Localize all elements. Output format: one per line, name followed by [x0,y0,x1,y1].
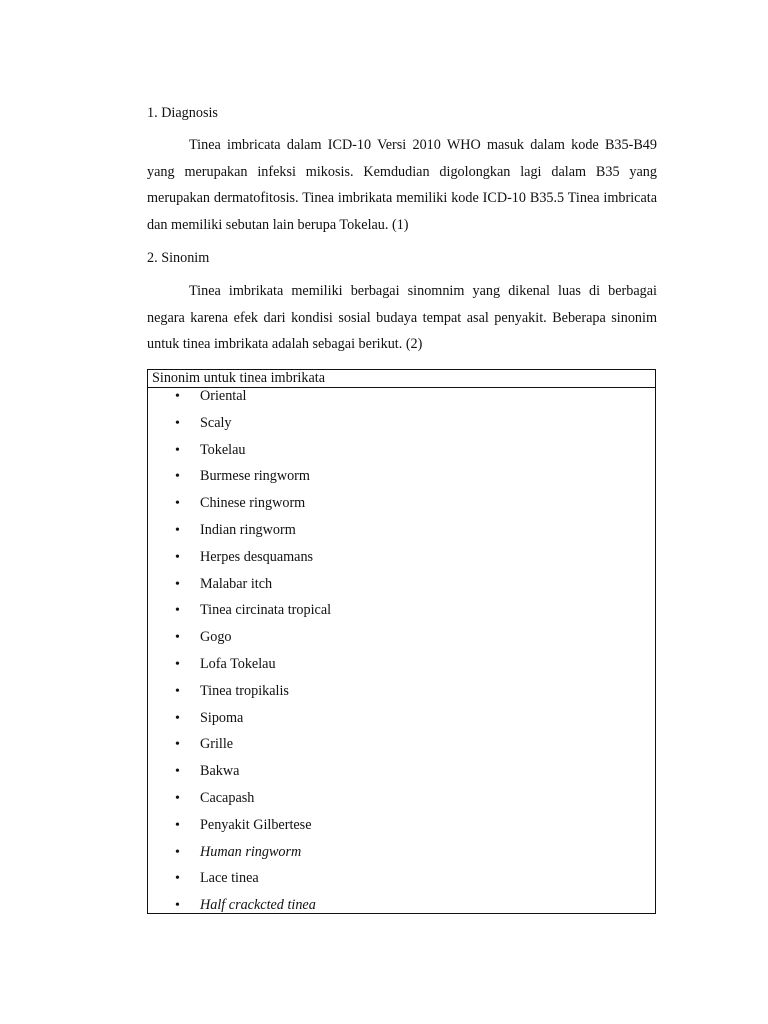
synonym-text: Herpes desquamans [200,548,314,565]
paragraph-sinonim: Tinea imbrikata memiliki berbagai sinomnim yang dikenal luas di berbagai negara karena efek dari kondisi sosial budaya tempat asal penyakit. Beberapa sinonim untuk tinea imbrikata adalah sebagai berikut. (2) [147,283,657,352]
list-item [148,468,655,495]
list-item [148,897,655,924]
bullet-icon: • [175,764,180,780]
synonym-text: Lace tinea [200,870,259,887]
list-item [148,629,655,656]
list-item [148,549,655,576]
bullet-icon: • [175,710,180,726]
list-item [148,522,655,549]
synonym-text: Grille [200,736,234,753]
list-item [148,495,655,522]
bullet-icon: • [175,656,180,672]
bullet-icon: • [175,469,180,485]
synonym-text: Scaly [200,414,232,431]
list-item [148,602,655,629]
bullet-icon: • [175,496,180,512]
bullet-icon: • [175,790,180,806]
synonym-text: Tinea circinata tropical [200,602,332,619]
list-item [148,870,655,897]
list-item [148,817,655,844]
bullet-icon: • [175,415,180,431]
synonym-text: Indian ringworm [200,521,296,538]
synonym-text: Sipoma [200,709,244,726]
bullet-icon: • [175,442,180,458]
list-item [148,388,655,415]
list-item [148,710,655,737]
synonym-list [148,388,655,924]
bullet-icon: • [175,549,180,565]
synonym-text: Tokelau [200,441,246,458]
bullet-icon: • [175,898,180,914]
section-heading-sinonim: 2. Sinonim [147,250,210,266]
synonym-text: Bakwa [200,763,240,780]
bullet-icon: • [175,683,180,699]
paragraph-diagnosis: Tinea imbricata dalam ICD-10 Versi 2010 WHO masuk dalam kode B35-B49 yang merupakan infeksi mikosis. Kemdudian digolongkan lagi dalam B35 yang merupakan dermatofitosis. Tinea imbrikata memiliki kode ICD-10 B35.5 Tinea imbricata dan memiliki sebutan lain berupa Tokelau. (1) [147,137,657,233]
list-item [148,763,655,790]
bullet-icon: • [175,603,180,619]
synonym-text: Malabar itch [200,575,273,592]
synonym-text: Human ringworm [200,843,302,860]
synonym-text: Lofa Tokelau [200,655,276,672]
synonym-text: Tinea tropikalis [200,682,289,699]
synonym-text: Oriental [200,388,247,404]
bullet-icon: • [175,630,180,646]
bullet-icon: • [175,522,180,538]
synonym-table-header: Sinonim untuk tinea imbrikata [148,370,655,388]
bullet-icon: • [175,389,180,404]
list-item [148,736,655,763]
list-item [148,844,655,871]
list-item [148,442,655,469]
section-heading-diagnosis: 1. Diagnosis [147,105,218,121]
synonym-text: Half crackcted tinea [200,897,316,914]
list-item [148,790,655,817]
synonym-text: Burmese ringworm [200,468,310,485]
list-item [148,656,655,683]
synonym-text: Cacapash [200,789,255,806]
list-item [148,576,655,603]
bullet-icon: • [175,576,180,592]
synonym-text: Gogo [200,629,232,646]
bullet-icon: • [175,871,180,887]
list-item [148,415,655,442]
synonym-text: Chinese ringworm [200,495,306,512]
bullet-icon: • [175,844,180,860]
synonym-table [147,369,656,914]
bullet-icon: • [175,737,180,753]
synonym-text: Penyakit Gilbertese [200,816,312,833]
list-item [148,683,655,710]
bullet-icon: • [175,817,180,833]
